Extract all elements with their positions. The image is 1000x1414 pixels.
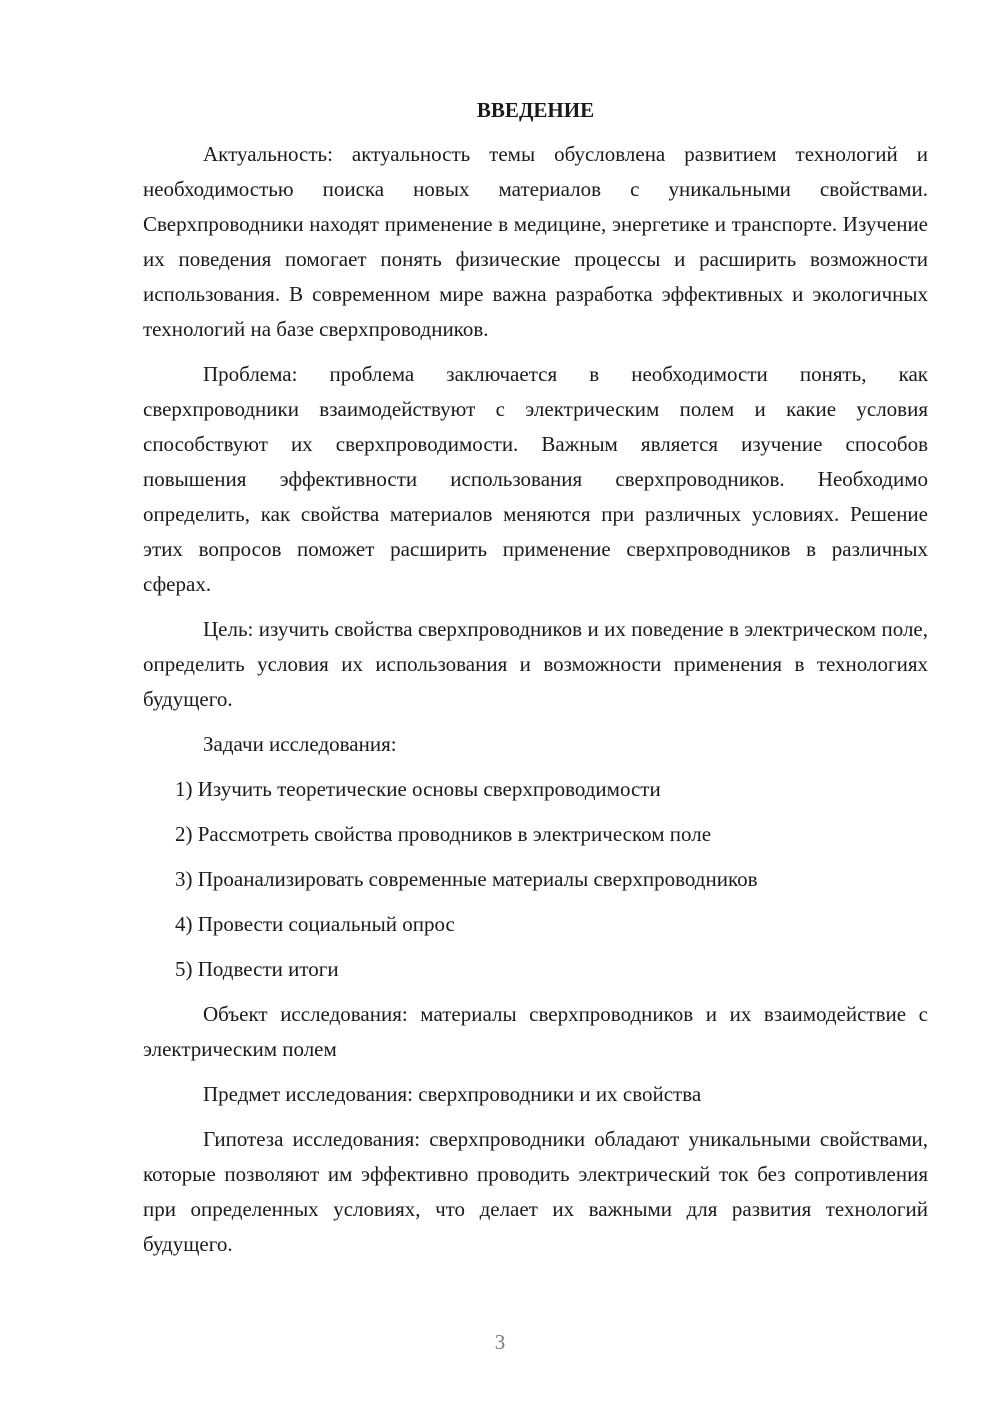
- tasks-heading: Задачи исследования:: [203, 732, 397, 756]
- page-number: 3: [494, 1330, 506, 1354]
- task-item: 2) Рассмотреть свойства проводников в электрическом поле: [175, 822, 712, 846]
- task-item: 5) Подвести итоги: [175, 957, 339, 981]
- task-item: 1) Изучить теоретические основы сверхпроводимости: [175, 777, 661, 801]
- task-item: 3) Проанализировать современные материалы сверхпроводников: [175, 867, 758, 891]
- tasks-list: [143, 772, 928, 987]
- problem-paragraph: Проблема: проблема заключается в необходимости понять, как сверхпроводники взаимодействуют с электрическим полем и какие условия способствуют их сверхпроводимости. Важным является изучение способов повышения эффективности использования сверхпроводников. Необходимо определить, как свойства материалов меняются при различных условиях. Решение этих вопросов поможет расширить применение сверхпроводников в различных сферах.: [143, 362, 928, 596]
- relevance-paragraph: Актуальность: актуальность темы обусловлена развитием технологий и необходимостью поиска новых материалов с уникальными свойствами. Сверхпроводники находят применение в медицине, энергетике и транспорте. Изучение их поведения помогает понять физические процессы и расширить возможности использования. В современном мире важна разработка эффективных и экологичных технологий на базе сверхпроводников.: [143, 142, 928, 341]
- subject-paragraph: Предмет исследования: сверхпроводники и их свойства: [203, 1082, 702, 1106]
- goal-paragraph: Цель: изучить свойства сверхпроводников и их поведение в электрическом поле, определить условия их использования и возможности применения в технологиях будущего.: [143, 617, 928, 711]
- object-paragraph: Объект исследования: материалы сверхпроводников и их взаимодействие с электрическим полем: [143, 1002, 928, 1061]
- page-title: ВВЕДЕНИЕ: [476, 98, 595, 122]
- document-page: [143, 95, 928, 1272]
- hypothesis-paragraph: Гипотеза исследования: сверхпроводники обладают уникальными свойствами, которые позволяют им эффективно проводить электрический ток без сопротивления при определенных условиях, что делает их важными для развития технологий будущего.: [143, 1127, 928, 1256]
- task-item: 4) Провести социальный опрос: [175, 912, 455, 936]
